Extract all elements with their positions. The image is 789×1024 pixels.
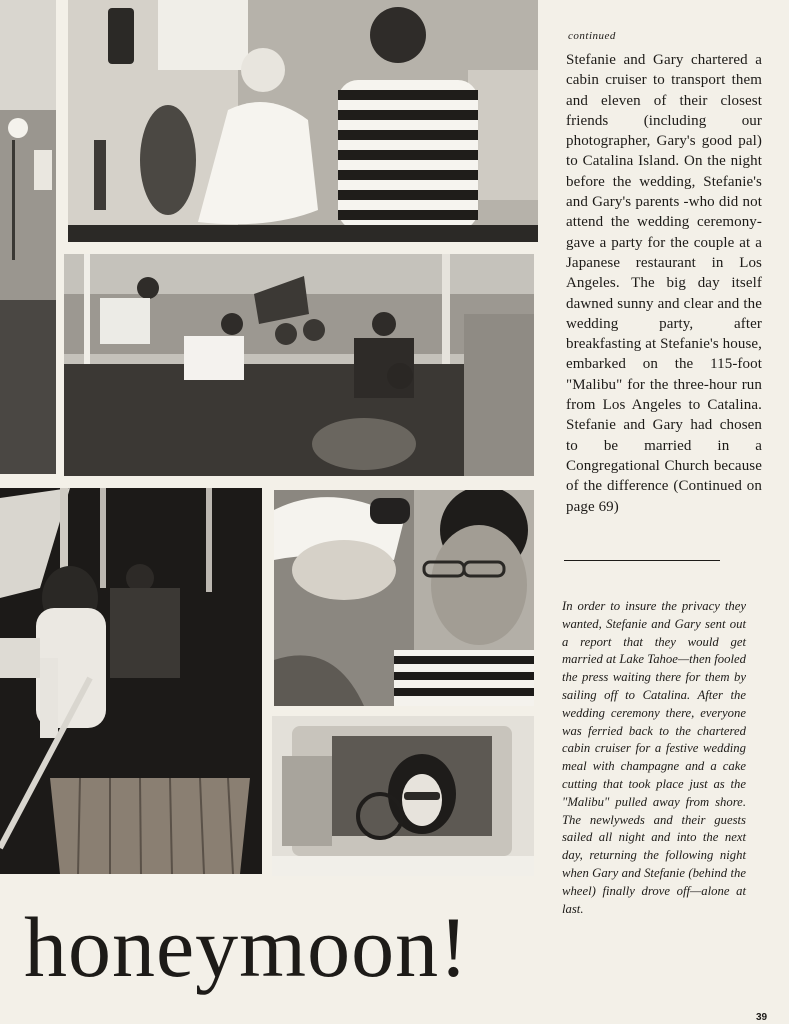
article-body: Stefanie and Gary chartered a cabin cruiser to transport them and eleven of their closest friends (including our photographer, Gary's good pal) to Catalina Island. On the night before the wedding, Stefanie's and Gary's parents -who did not attend the wedding ceremony-gave a party for the couple at a Japanese restaurant in Los Angeles. The big day itself dawned sunny and clear and the wedding party, after breakfasting at Stefanie's house, embarked on the 115-foot "Malibu" for the three-hour run from Los Angeles to Catalina. Stefanie and Gary had chosen to be married in a Congregational Church because of the difference (Continued on page 69) (566, 52, 762, 515)
photo-couple-closeup (274, 490, 534, 706)
photo-night-deck (0, 488, 262, 874)
article-column (566, 30, 762, 517)
page-number: 39 (756, 1012, 768, 1023)
photo-left-edge-strip (0, 0, 56, 474)
divider-rule (564, 560, 720, 561)
continued-label: continued (568, 30, 616, 42)
photo-couple-on-deck (68, 0, 538, 242)
photo-caption: In order to insure the privacy they wanted, Stefanie and Gary sent out a report that they would get married at Lake Tahoe—then fooled the press waiting there for them by sailing off to Catalina. After the wedding ceremony there, everyone was ferried back to the chartered cabin cruiser for a festive wedding meal with champagne and a cake cutting that took place just as the "Malibu" pulled away from shore. The newlyweds and their guests sailed all night and into the next day, returning the following night when Gary and Stefanie (behind the wheel) finally drove off—alone at last. (562, 599, 746, 916)
photo-guests-on-cruiser (64, 254, 534, 476)
headline: honeymoon! (24, 899, 469, 995)
photo-car-driver (272, 716, 534, 876)
